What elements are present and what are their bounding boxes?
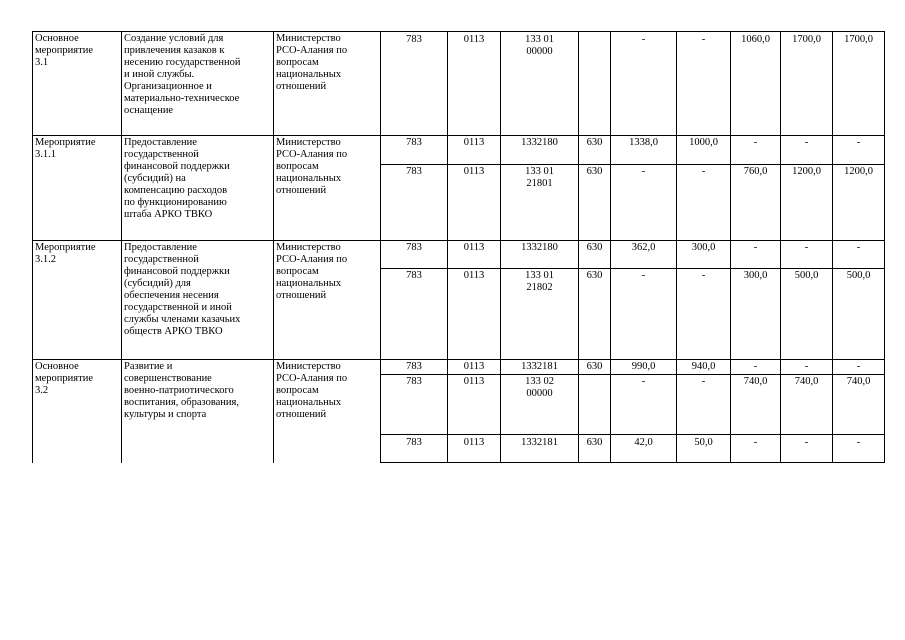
cell-v5: - xyxy=(856,137,861,148)
table-rule-h-5 xyxy=(32,359,885,360)
cell-v1: 42,0 xyxy=(634,437,653,448)
table-rule-h-7 xyxy=(380,434,885,435)
cell-vr: 630 xyxy=(586,242,603,253)
row-description: Предоставление государственной финансовой поддержки (субсидий) на компенсацию расходов по функционированию штаба АРКО ТВКО xyxy=(124,137,230,220)
row-name: Основное мероприятие 3.1 xyxy=(35,33,93,68)
cell-rzpr: 0113 xyxy=(463,361,485,372)
cell-v2: 940,0 xyxy=(691,361,716,372)
table-rule-v-b xyxy=(121,31,122,463)
cell-vr: 630 xyxy=(586,437,603,448)
cell-csr: 1332181 xyxy=(521,361,558,372)
cell-v5: - xyxy=(856,361,861,372)
row-executor: Министерство РСО-Алания по вопросам национальных отношений xyxy=(276,137,348,196)
cell-rzpr: 0113 xyxy=(463,166,485,177)
cell-vr: 630 xyxy=(586,361,603,372)
cell-v3: - xyxy=(753,137,758,148)
table-rule-v-c xyxy=(273,31,274,463)
cell-v2: - xyxy=(701,376,706,387)
cell-v2: - xyxy=(701,270,706,281)
cell-v4: 1200,0 xyxy=(792,166,821,177)
cell-v5: 740,0 xyxy=(846,376,871,387)
cell-v3: 300,0 xyxy=(743,270,768,281)
row-description: Предоставление государственной финансовой поддержки (субсидий) для обеспечения несения государственной и иной службы членами казачьих обществ АРКО ТВКО xyxy=(124,242,241,337)
cell-v2: 1000,0 xyxy=(689,137,718,148)
cell-rzpr: 0113 xyxy=(463,34,485,45)
cell-rzpr: 0113 xyxy=(463,270,485,281)
cell-vr: 630 xyxy=(586,166,603,177)
row-description: Создание условий для привлечения казаков к несению государственной и иной службы. Организационное и материально-техническое оснащение xyxy=(124,33,241,116)
cell-csr: 133 01 21802 xyxy=(525,270,554,293)
cell-v4: 740,0 xyxy=(794,376,819,387)
cell-csr: 133 01 21801 xyxy=(525,166,554,189)
cell-v4: - xyxy=(804,361,809,372)
cell-v5: - xyxy=(856,242,861,253)
cell-v3: 740,0 xyxy=(743,376,768,387)
row-description: Развитие и совершенствование военно-патриотического воспитания, образования, культуры и спорта xyxy=(124,361,240,420)
table-rule-h-6 xyxy=(380,374,885,375)
cell-grbs: 783 xyxy=(406,361,422,372)
cell-grbs: 783 xyxy=(406,376,422,387)
row-name: Мероприятие 3.1.1 xyxy=(35,137,96,160)
cell-v4: 500,0 xyxy=(794,270,819,281)
cell-vr: 630 xyxy=(586,270,603,281)
cell-v3: - xyxy=(753,242,758,253)
cell-v5: - xyxy=(856,437,861,448)
cell-v4: - xyxy=(804,242,809,253)
cell-rzpr: 0113 xyxy=(463,376,485,387)
cell-v2: 300,0 xyxy=(691,242,716,253)
table-rule-h-8 xyxy=(380,462,885,463)
cell-csr: 1332180 xyxy=(521,137,558,148)
cell-v3: 1060,0 xyxy=(741,34,770,45)
cell-v4: - xyxy=(804,437,809,448)
table-rule-h-3 xyxy=(32,240,885,241)
row-executor: Министерство РСО-Алания по вопросам национальных отношений xyxy=(276,242,348,301)
cell-grbs: 783 xyxy=(406,34,422,45)
cell-v4: - xyxy=(804,137,809,148)
cell-csr: 1332181 xyxy=(521,437,558,448)
cell-v5: 500,0 xyxy=(846,270,871,281)
cell-v1: 362,0 xyxy=(631,242,656,253)
cell-v2: 50,0 xyxy=(694,437,713,448)
cell-v1: - xyxy=(641,270,646,281)
row-executor: Министерство РСО-Алания по вопросам национальных отношений xyxy=(276,361,348,420)
table-rule-h-4 xyxy=(380,268,885,269)
cell-grbs: 783 xyxy=(406,270,422,281)
cell-grbs: 783 xyxy=(406,166,422,177)
cell-csr: 133 01 00000 xyxy=(525,34,554,57)
table-rule-h-1 xyxy=(32,135,885,136)
cell-v1: 990,0 xyxy=(631,361,656,372)
table-rule-h-2 xyxy=(380,164,885,165)
cell-v5: 1700,0 xyxy=(844,34,873,45)
cell-grbs: 783 xyxy=(406,137,422,148)
cell-csr: 1332180 xyxy=(521,242,558,253)
row-executor: Министерство РСО-Алания по вопросам национальных отношений xyxy=(276,33,348,92)
cell-rzpr: 0113 xyxy=(463,437,485,448)
cell-rzpr: 0113 xyxy=(463,137,485,148)
table-rule-v-m xyxy=(884,31,885,463)
cell-v3: - xyxy=(753,437,758,448)
cell-rzpr: 0113 xyxy=(463,242,485,253)
cell-v1: - xyxy=(641,166,646,177)
cell-v2: - xyxy=(701,34,706,45)
cell-v5: 1200,0 xyxy=(844,166,873,177)
row-name: Основное мероприятие 3.2 xyxy=(35,361,93,396)
cell-v4: 1700,0 xyxy=(792,34,821,45)
table-rule-v-a xyxy=(32,31,33,463)
cell-v1: 1338,0 xyxy=(629,137,658,148)
cell-v1: - xyxy=(641,376,646,387)
cell-grbs: 783 xyxy=(406,242,422,253)
cell-csr: 133 02 00000 xyxy=(525,376,554,399)
cell-v3: 760,0 xyxy=(743,166,768,177)
cell-grbs: 783 xyxy=(406,437,422,448)
cell-v3: - xyxy=(753,361,758,372)
cell-v1: - xyxy=(641,34,646,45)
cell-vr: 630 xyxy=(586,137,603,148)
table-rule-h-0 xyxy=(32,31,885,32)
cell-v2: - xyxy=(701,166,706,177)
row-name: Мероприятие 3.1.2 xyxy=(35,242,96,265)
